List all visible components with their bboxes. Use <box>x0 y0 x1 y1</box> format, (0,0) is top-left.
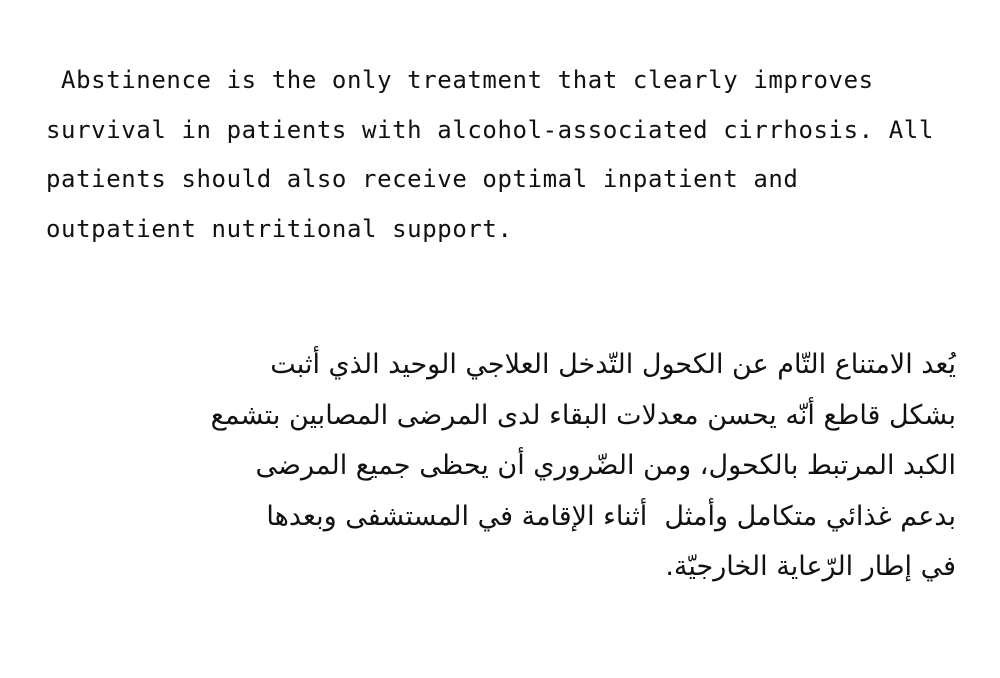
arabic-line-4: بدعم غذائي متكامل وأمثل أثناء الإقامة في المستشفى وبعدها <box>266 500 956 532</box>
english-line-3: patients should also receive optimal inpatient and <box>46 165 799 193</box>
arabic-line-2: بشكل قاطع أنّه يحسن معدلات البقاء لدى المرضى المصابين بتشمع <box>210 399 956 431</box>
arabic-line-5: في إطار الرّعاية الخارجيّة. <box>665 551 956 582</box>
english-line-2: survival in patients with alcohol-associated cirrhosis. All <box>46 115 934 144</box>
arabic-line-3: الكبد المرتبط بالكحول، ومن الضّروري أن يحظى جميع المرضى <box>255 450 956 481</box>
english-paragraph <box>46 56 946 254</box>
arabic-line-1: يُعد الامتناع التّام عن الكحول التّدخل العلاجي الوحيد الذي أثبت <box>270 349 956 380</box>
arabic-paragraph <box>40 340 956 593</box>
english-line-4: outpatient nutritional support. <box>46 214 513 243</box>
english-line-1: Abstinence is the only treatment that clearly improves <box>46 66 874 94</box>
